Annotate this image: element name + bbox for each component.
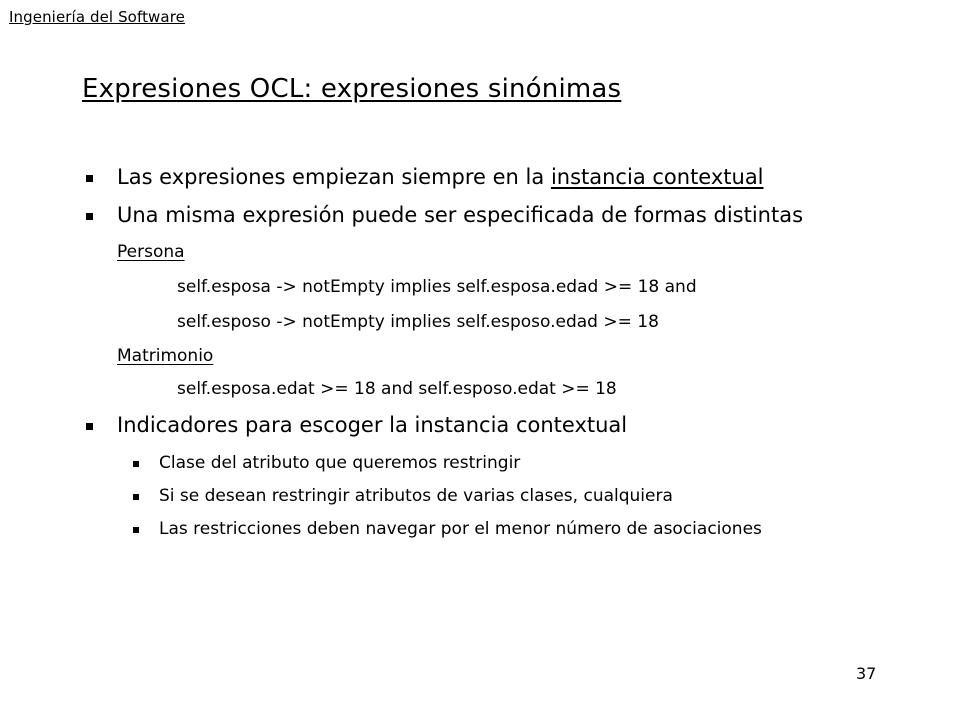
instancia-contextual-link[interactable]: instancia contextual <box>550 165 764 189</box>
sub-bullet-square-icon <box>133 461 139 467</box>
matrimonio-code-line-1: self.esposa.edat >= 18 and self.esposo.edat >= 18 <box>177 379 617 399</box>
course-header[interactable]: Ingeniería del Software <box>9 8 185 26</box>
slide-title: Expresiones OCL: expresiones sinónimas <box>82 74 622 104</box>
persona-code-line-1: self.esposa -> notEmpty implies self.esposa.edad >= 18 and <box>177 277 697 297</box>
bullet-item-1 <box>117 165 764 189</box>
persona-context-label[interactable]: Persona <box>117 242 185 262</box>
sub-bullet-square-icon <box>133 527 139 533</box>
bullet-square-icon <box>86 175 93 182</box>
matrimonio-context-label[interactable]: Matrimonio <box>117 346 214 366</box>
bullet-item-3: Indicadores para escoger la instancia contextual <box>117 413 628 437</box>
sub-bullet-item: Clase del atributo que queremos restringir <box>159 453 521 473</box>
sub-bullet-item: Si se desean restringir atributos de varias clases, cualquiera <box>159 486 673 506</box>
bullet-square-icon <box>86 423 93 430</box>
bullet-item-2: Una misma expresión puede ser especificada de formas distintas <box>117 203 804 227</box>
persona-code-line-2: self.esposo -> notEmpty implies self.esposo.edad >= 18 <box>177 312 659 332</box>
page-number: 37 <box>856 664 877 683</box>
sub-bullet-item: Las restricciones deben navegar por el menor número de asociaciones <box>159 519 762 539</box>
sub-bullet-square-icon <box>133 494 139 500</box>
bullet-item-1-text: Las expresiones empiezan siempre en la <box>117 165 551 189</box>
bullet-square-icon <box>86 213 93 220</box>
